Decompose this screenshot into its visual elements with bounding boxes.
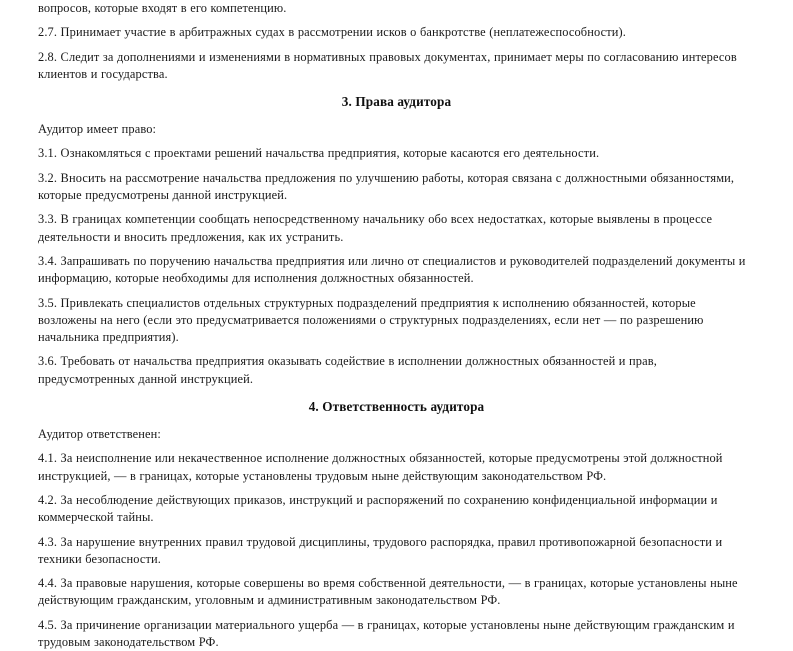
continued-paragraph-tail: вопросов, которые входят в его компетенцию. (38, 1, 287, 15)
paragraph-2-8: 2.8. Следит за дополнениями и изменениями в нормативных правовых документах, принимает меры по согласованию интересов клиентов и государства. (38, 49, 737, 81)
paragraph-3-2: 3.2. Вносить на рассмотрение начальства предложения по улучшению работы, которая связана с должностными обязанностями, которые предусмотрены данной инструкцией. (38, 170, 735, 203)
paragraph-3-5: 3.5. Привлекать специалистов отдельных структурных подразделений предприятия к исполнению обязанностей, которые возложены на него (если это предусматривается положениями о структурных подразделениях, если нет — по разрешению начальника предприятия). (38, 295, 704, 345)
section-4-lead-in: Аудитор ответственен: (38, 427, 161, 442)
paragraph-2-7: 2.7. Принимает участие в арбитражных судах в рассмотрении исков о банкротстве (неплатежеспособности). (38, 25, 626, 40)
paragraph-3-1: 3.1. Ознакомляться с проектами решений начальства предприятия, которые касаются его деятельности. (38, 146, 600, 161)
paragraph-4-1: 4.1. За неисполнение или некачественное исполнение должностных обязанностей, которые предусмотрены этой должностной инструкцией, — в границах, которые установлены трудовым ныне действующим законодательством РФ. (38, 451, 723, 483)
paragraph-3-3: 3.3. В границах компетенции сообщать непосредственному начальнику обо всех недостатках, которые выявлены в процессе деятельности и вносить предложения, как их устранить. (38, 212, 713, 244)
paragraph-3-6: 3.6. Требовать от начальства предприятия оказывать содействие в исполнении должностных обязанностей и прав, предусмотренных данной инструкцией. (38, 354, 657, 386)
section-3-lead-in: Аудитор имеет право: (38, 122, 157, 137)
paragraph-3-4: 3.4. Запрашивать по поручению начальства предприятия или лично от специалистов и руководителей подразделений документы и информацию, которые необходимы для исполнения должностных обязанностей. (38, 253, 746, 286)
paragraph-4-4: 4.4. За правовые нарушения, которые совершены во время собственной деятельности, — в границах, которые установлены ныне действующим гражданским, уголовным и административным законодательством РФ. (38, 576, 738, 608)
document-body (38, 0, 755, 651)
paragraph-4-3: 4.3. За нарушение внутренних правил трудовой дисциплины, трудового распорядка, правил противопожарной безопасности и техники безопасности. (38, 534, 723, 566)
section-heading-3: 3. Права аудитора (341, 94, 452, 110)
paragraph-4-2: 4.2. За несоблюдение действующих приказов, инструкций и распоряжений по сохранению конфиденциальной информации и коммерческой тайны. (38, 492, 718, 525)
paragraph-4-5: 4.5. За причинение организации материального ущерба — в границах, которые установлены ныне действующим гражданским и трудовым законодательством РФ. (38, 617, 735, 650)
section-heading-4: 4. Ответственность аудитора (308, 399, 485, 415)
